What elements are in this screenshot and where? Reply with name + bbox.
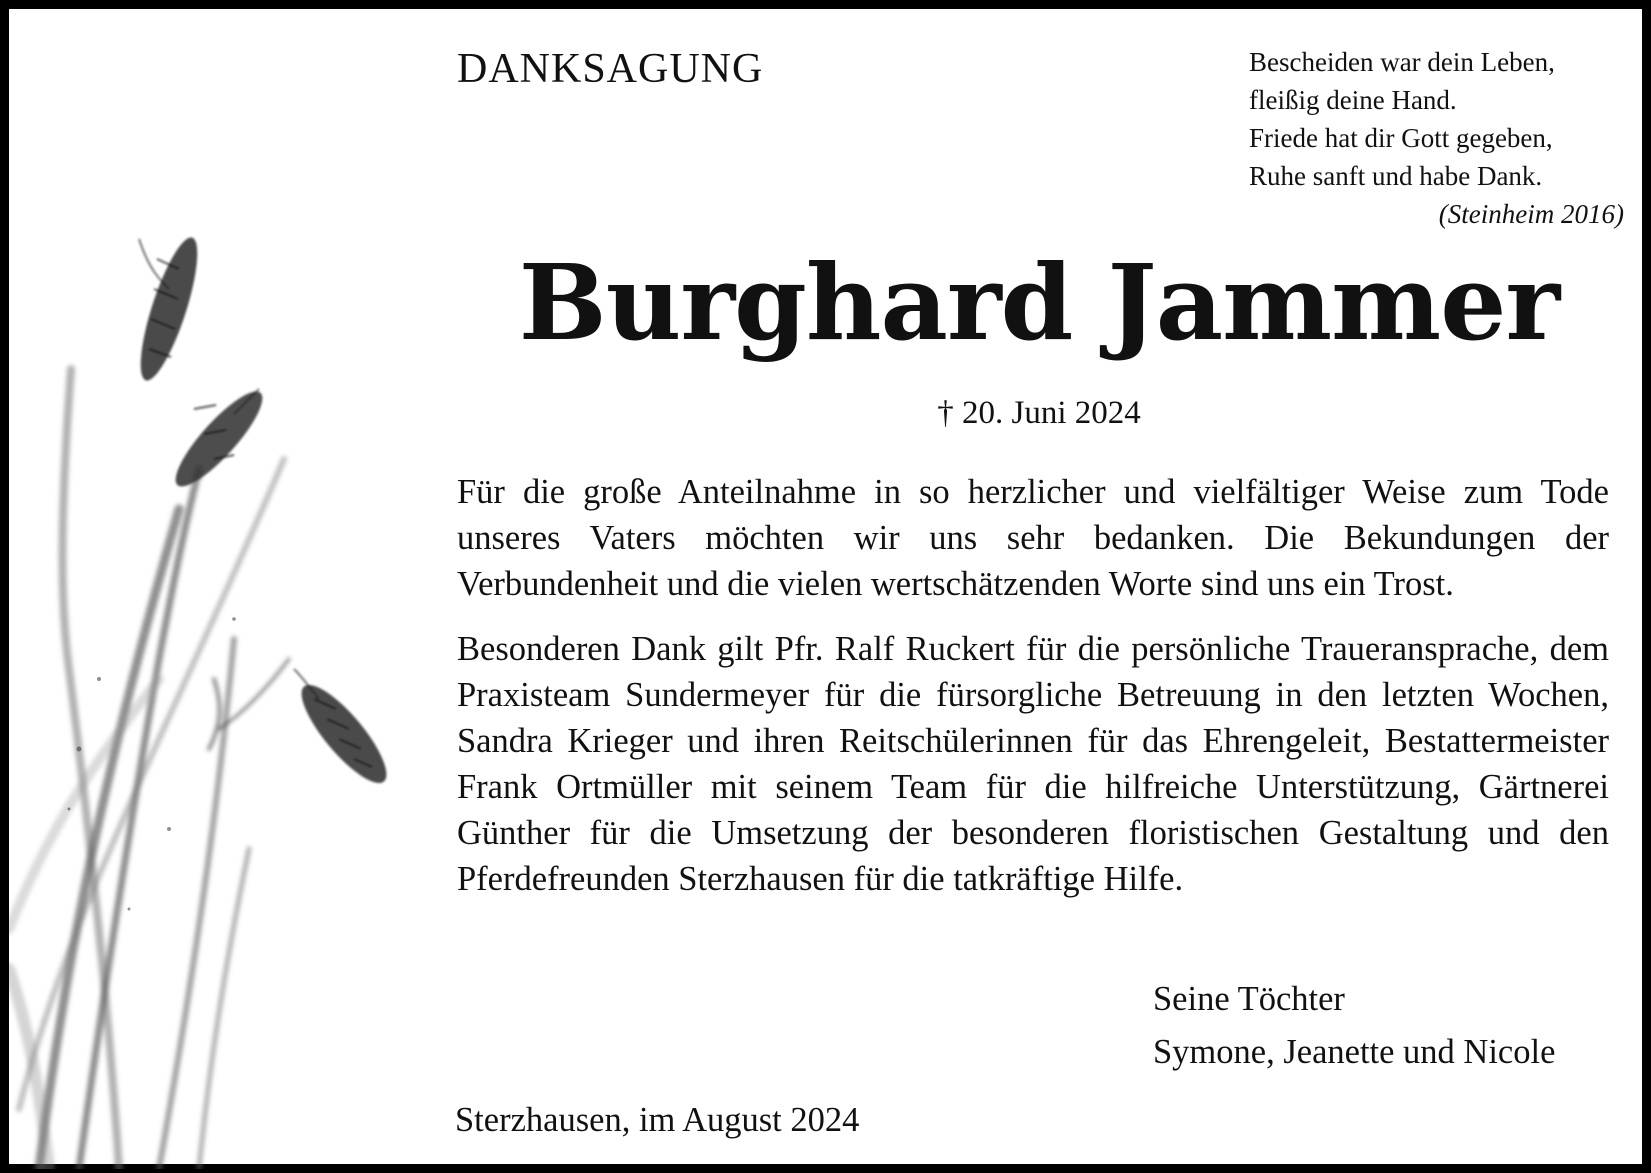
- death-date: † 20. Juni 2024: [937, 395, 1141, 431]
- signature-line: Seine Töchter: [1153, 980, 1345, 1018]
- poem-source: (Steinheim 2016): [1438, 199, 1624, 229]
- poem-line: Ruhe sanft und habe Dank.: [1249, 161, 1543, 191]
- signature: [1153, 973, 1623, 1079]
- place-and-date: Sterzhausen, im August 2024: [455, 1101, 860, 1139]
- poem: [1249, 43, 1624, 233]
- notice-heading: DANKSAGUNG: [457, 46, 764, 92]
- wheat-ears-icon: [9, 209, 429, 1169]
- special-thanks-paragraph: Besonderen Dank gilt Pfr. Ralf Ruckert für die persönliche Traueransprache, dem Praxisteam Sundermeyer für die fürsorgliche Betreuung in den letzten Wochen, Sandra Krieger und ihren Reitschülerinnen für das Ehrengeleit, Bestattermeister Frank Ortmüller mit seinem Team für die hilfreiche Unterstützung, Gärtnerei Günther für die Umsetzung der besonderen floristischen Gestaltung und den Pferdefreunden Sterzhausen für die tatkräftige Hilfe.: [457, 630, 1609, 898]
- poem-line: Bescheiden war dein Leben,: [1249, 47, 1555, 77]
- signature-names: Symone, Jeanette und Nicole: [1153, 1033, 1556, 1071]
- thanks-paragraph: Für die große Anteilnahme in so herzlicher und vielfältiger Weise zum Tode unseres Vaters möchten wir uns sehr bedanken. Die Bekundungen der Verbundenheit und die vielen wertschätzenden Worte sind uns ein Trost.: [457, 473, 1609, 603]
- deceased-name: Burghard Jammer: [518, 241, 1560, 364]
- poem-line: Friede hat dir Gott gegeben,: [1249, 123, 1553, 153]
- poem-line: fleißig deine Hand.: [1249, 85, 1457, 115]
